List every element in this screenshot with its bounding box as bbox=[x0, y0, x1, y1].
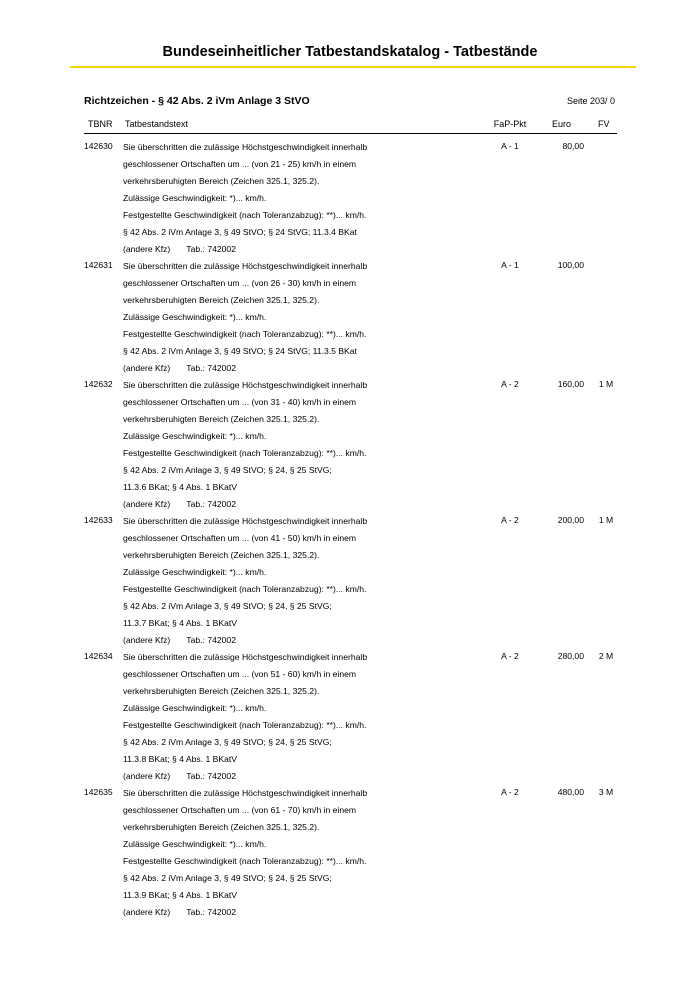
offense-text-line: Sie überschritten die zulässige Höchstgeschwindigkeit innerhalb bbox=[123, 652, 368, 662]
offense-text-line: Festgestellte Geschwindigkeit (nach Toleranzabzug): **)... km/h. bbox=[123, 720, 367, 730]
tbnr-cell: 142633 bbox=[84, 515, 113, 525]
vehicle-type: (andere Kfz) bbox=[123, 771, 171, 781]
offense-text-line: Sie überschritten die zulässige Höchstgeschwindigkeit innerhalb bbox=[123, 788, 368, 798]
tbnr-cell: 142631 bbox=[84, 260, 113, 270]
fap-points-cell: A - 2 bbox=[501, 379, 519, 389]
page-number: Seite 203/ 0 bbox=[566, 96, 615, 106]
euro-cell: 280,00 bbox=[557, 651, 584, 661]
offense-text-line: geschlossener Ortschaften um ... (von 41 - 50) km/h in einem bbox=[123, 533, 357, 543]
offense-text-line: Sie überschritten die zulässige Höchstgeschwindigkeit innerhalb bbox=[123, 142, 368, 152]
vehicle-type: (andere Kfz) bbox=[123, 244, 171, 254]
title-rule bbox=[70, 66, 636, 68]
offense-text-line: 11.3.9 BKat; § 4 Abs. 1 BKatV bbox=[123, 890, 238, 900]
offense-text-line: Festgestellte Geschwindigkeit (nach Toleranzabzug): **)... km/h. bbox=[123, 210, 367, 220]
offense-text bbox=[123, 651, 493, 787]
offense-text bbox=[123, 260, 493, 379]
offense-text-line: Sie überschritten die zulässige Höchstgeschwindigkeit innerhalb bbox=[123, 261, 368, 271]
offense-text-line: 11.3.6 BKat; § 4 Abs. 1 BKatV bbox=[123, 482, 238, 492]
offense-text-line: verkehrsberuhigten Bereich (Zeichen 325.1, 325.2). bbox=[123, 550, 320, 560]
offense-text-line: Festgestellte Geschwindigkeit (nach Toleranzabzug): **)... km/h. bbox=[123, 584, 367, 594]
vehicle-tab-line bbox=[123, 362, 493, 379]
offense-text-line: Zulässige Geschwindigkeit: *)... km/h. bbox=[123, 839, 267, 849]
vehicle-tab-line bbox=[123, 498, 493, 515]
fap-points-cell: A - 1 bbox=[501, 141, 519, 151]
tab-reference: Tab.: 742002 bbox=[186, 771, 236, 781]
tab-reference: Tab.: 742002 bbox=[186, 363, 236, 373]
offense-text-line: verkehrsberuhigten Bereich (Zeichen 325.1, 325.2). bbox=[123, 822, 320, 832]
offense-text bbox=[123, 379, 493, 515]
euro-cell: 160,00 bbox=[557, 379, 584, 389]
vehicle-tab-line bbox=[123, 243, 493, 260]
tab-reference: Tab.: 742002 bbox=[186, 499, 236, 509]
offense-text-line: Zulässige Geschwindigkeit: *)... km/h. bbox=[123, 312, 267, 322]
offense-text-line: Festgestellte Geschwindigkeit (nach Toleranzabzug): **)... km/h. bbox=[123, 448, 367, 458]
offense-text-line: § 42 Abs. 2 iVm Anlage 3, § 49 StVO; § 24, § 25 StVG; bbox=[123, 601, 332, 611]
offense-text-line: verkehrsberuhigten Bereich (Zeichen 325.1, 325.2). bbox=[123, 295, 320, 305]
fap-points-cell: A - 2 bbox=[501, 651, 519, 661]
offense-text bbox=[123, 787, 493, 923]
header-rule bbox=[84, 133, 617, 134]
euro-cell: 80,00 bbox=[562, 141, 584, 151]
tbnr-cell: 142632 bbox=[84, 379, 113, 389]
section-title: Richtzeichen - § 42 Abs. 2 iVm Anlage 3 StVO bbox=[84, 95, 310, 107]
driving-ban-cell: 1 M bbox=[598, 379, 614, 389]
offense-text-line: Festgestellte Geschwindigkeit (nach Toleranzabzug): **)... km/h. bbox=[123, 329, 367, 339]
vehicle-tab-line bbox=[123, 906, 493, 923]
offense-text-line: Zulässige Geschwindigkeit: *)... km/h. bbox=[123, 431, 267, 441]
offense-text bbox=[123, 141, 493, 260]
offense-text-line: Zulässige Geschwindigkeit: *)... km/h. bbox=[123, 567, 267, 577]
offense-text-line: Zulässige Geschwindigkeit: *)... km/h. bbox=[123, 193, 267, 203]
offense-text-line: 11.3.8 BKat; § 4 Abs. 1 BKatV bbox=[123, 754, 238, 764]
offense-text-line: geschlossener Ortschaften um ... (von 26 - 30) km/h in einem bbox=[123, 278, 357, 288]
vehicle-tab-line bbox=[123, 634, 493, 651]
column-header-euro: Euro bbox=[552, 119, 572, 129]
offense-text-line: § 42 Abs. 2 iVm Anlage 3, § 49 StVO; § 24, § 25 StVG; bbox=[123, 465, 332, 475]
offense-text-line: § 42 Abs. 2 iVm Anlage 3, § 49 StVO; § 24, § 25 StVG; bbox=[123, 737, 332, 747]
euro-cell: 100,00 bbox=[557, 260, 584, 270]
offense-text-line: § 42 Abs. 2 iVm Anlage 3, § 49 StVO; § 24 StVG; 11.3.4 BKat bbox=[123, 227, 357, 237]
euro-cell: 200,00 bbox=[557, 515, 584, 525]
offense-text bbox=[123, 515, 493, 651]
tbnr-cell: 142634 bbox=[84, 651, 113, 661]
offense-text-line: Sie überschritten die zulässige Höchstgeschwindigkeit innerhalb bbox=[123, 380, 368, 390]
offense-text-line: verkehrsberuhigten Bereich (Zeichen 325.1, 325.2). bbox=[123, 686, 320, 696]
tab-reference: Tab.: 742002 bbox=[186, 907, 236, 917]
column-header-tbnr: TBNR bbox=[88, 119, 113, 129]
offense-text-line: geschlossener Ortschaften um ... (von 51 - 60) km/h in einem bbox=[123, 669, 357, 679]
driving-ban-cell: 1 M bbox=[598, 515, 614, 525]
offense-text-line: geschlossener Ortschaften um ... (von 61 - 70) km/h in einem bbox=[123, 805, 357, 815]
tbnr-cell: 142630 bbox=[84, 141, 113, 151]
column-header-fv: FV bbox=[598, 119, 610, 129]
offense-text-line: § 42 Abs. 2 iVm Anlage 3, § 49 StVO; § 24 StVG; 11.3.5 BKat bbox=[123, 346, 357, 356]
vehicle-type: (andere Kfz) bbox=[123, 635, 171, 645]
offense-text-line: geschlossener Ortschaften um ... (von 31 - 40) km/h in einem bbox=[123, 397, 357, 407]
offense-text-line: 11.3.7 BKat; § 4 Abs. 1 BKatV bbox=[123, 618, 238, 628]
column-header-fap: FaP-Pkt bbox=[493, 119, 527, 129]
offense-text-line: § 42 Abs. 2 iVm Anlage 3, § 49 StVO; § 24, § 25 StVG; bbox=[123, 873, 332, 883]
vehicle-type: (andere Kfz) bbox=[123, 499, 171, 509]
euro-cell: 480,00 bbox=[557, 787, 584, 797]
offense-text-line: verkehrsberuhigten Bereich (Zeichen 325.1, 325.2). bbox=[123, 414, 320, 424]
fap-points-cell: A - 2 bbox=[501, 515, 519, 525]
page-title: Bundeseinheitlicher Tatbestandskatalog - Tatbestände bbox=[162, 44, 538, 60]
offense-text-line: geschlossener Ortschaften um ... (von 21 - 25) km/h in einem bbox=[123, 159, 357, 169]
offense-text-line: verkehrsberuhigten Bereich (Zeichen 325.1, 325.2). bbox=[123, 176, 320, 186]
vehicle-tab-line bbox=[123, 770, 493, 787]
offense-text-line: Festgestellte Geschwindigkeit (nach Toleranzabzug): **)... km/h. bbox=[123, 856, 367, 866]
driving-ban-cell: 2 M bbox=[598, 651, 614, 661]
column-header-text: Tatbestandstext bbox=[125, 119, 189, 129]
tab-reference: Tab.: 742002 bbox=[186, 244, 236, 254]
tbnr-cell: 142635 bbox=[84, 787, 113, 797]
tab-reference: Tab.: 742002 bbox=[186, 635, 236, 645]
driving-ban-cell: 3 M bbox=[598, 787, 614, 797]
vehicle-type: (andere Kfz) bbox=[123, 363, 171, 373]
vehicle-type: (andere Kfz) bbox=[123, 907, 171, 917]
offense-text-line: Zulässige Geschwindigkeit: *)... km/h. bbox=[123, 703, 267, 713]
fap-points-cell: A - 1 bbox=[501, 260, 519, 270]
offense-text-line: Sie überschritten die zulässige Höchstgeschwindigkeit innerhalb bbox=[123, 516, 368, 526]
fap-points-cell: A - 2 bbox=[501, 787, 519, 797]
